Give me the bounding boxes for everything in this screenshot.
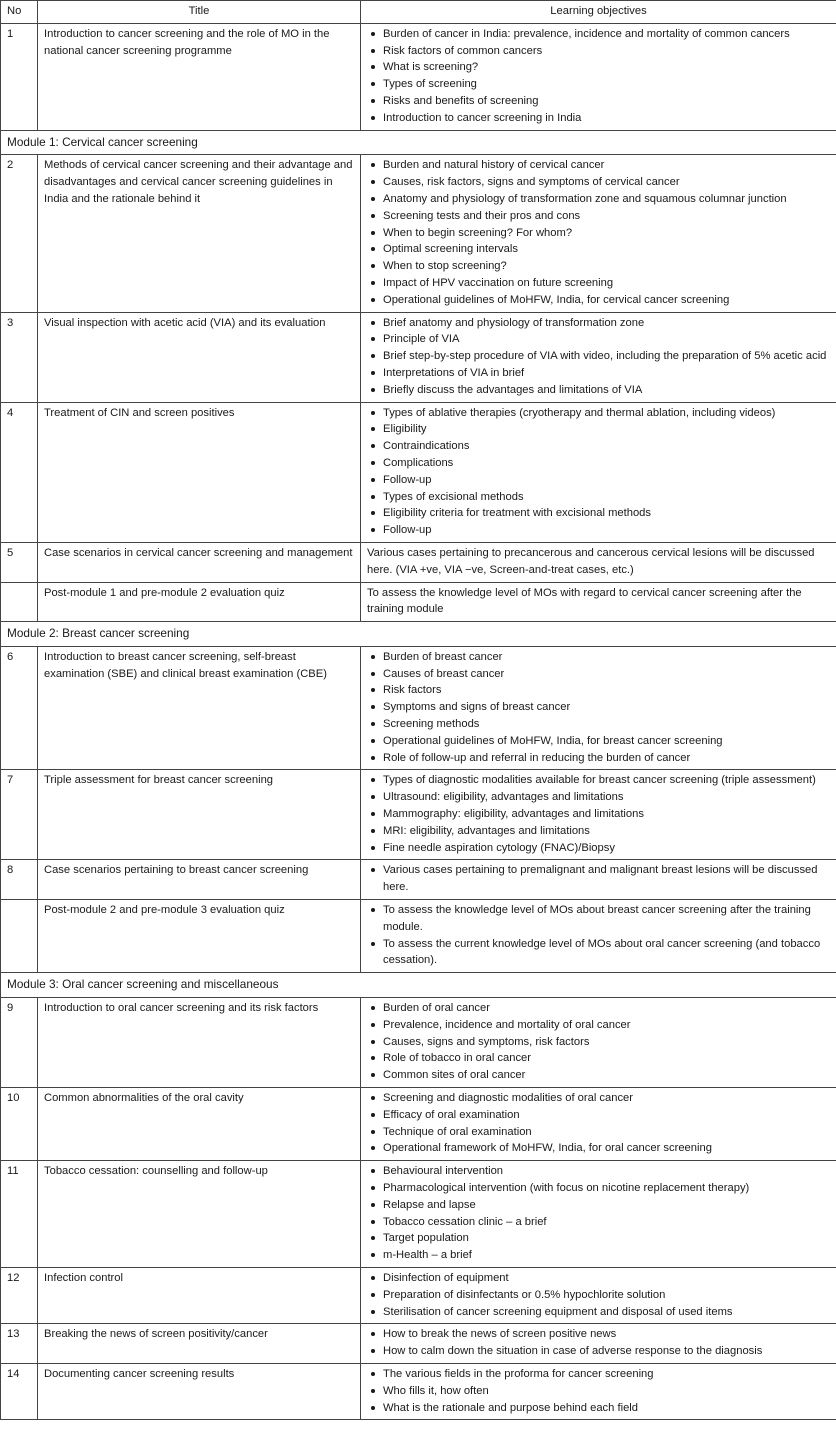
objective-item: Efficacy of oral examination bbox=[383, 1107, 830, 1124]
session-title: Introduction to breast cancer screening, self-breast examination (SBE) and clinical breast examination (CBE) bbox=[38, 646, 361, 770]
module-header-row bbox=[1, 973, 836, 998]
objective-item: Screening tests and their pros and cons bbox=[383, 208, 830, 225]
learning-objectives-cell: Various cases pertaining to precancerous and cancerous cervical lesions will be discussed here. (VIA +ve, VIA −ve, Screen-and-treat cases, etc.) bbox=[361, 542, 836, 582]
session-title: Post-module 1 and pre-module 2 evaluation quiz bbox=[38, 582, 361, 622]
learning-objectives-cell bbox=[361, 770, 836, 860]
objective-item: Burden and natural history of cervical cancer bbox=[383, 157, 830, 174]
session-title: Breaking the news of screen positivity/cancer bbox=[38, 1324, 361, 1364]
objective-item: Briefly discuss the advantages and limitations of VIA bbox=[383, 382, 830, 399]
objective-item: Introduction to cancer screening in India bbox=[383, 110, 830, 127]
module-header-row bbox=[1, 622, 836, 647]
objective-item: Burden of breast cancer bbox=[383, 649, 830, 666]
objectives-list bbox=[367, 1366, 830, 1416]
objective-item: Fine needle aspiration cytology (FNAC)/Biopsy bbox=[383, 840, 830, 857]
objectives-list bbox=[367, 649, 830, 767]
objective-item: Risk factors bbox=[383, 682, 830, 699]
session-number: 4 bbox=[1, 402, 38, 542]
table-row bbox=[1, 542, 836, 582]
objective-item: Causes of breast cancer bbox=[383, 666, 830, 683]
header-objectives: Learning objectives bbox=[361, 1, 836, 24]
objective-item: Technique of oral examination bbox=[383, 1124, 830, 1141]
table-row bbox=[1, 770, 836, 860]
objectives-list bbox=[367, 26, 830, 127]
learning-objectives-cell bbox=[361, 900, 836, 973]
session-number: 8 bbox=[1, 860, 38, 900]
table-row bbox=[1, 1324, 836, 1364]
header-title: Title bbox=[38, 1, 361, 24]
table-row bbox=[1, 155, 836, 312]
learning-objectives-cell bbox=[361, 402, 836, 542]
objective-item: Common sites of oral cancer bbox=[383, 1067, 830, 1084]
objective-item: Operational guidelines of MoHFW, India, for breast cancer screening bbox=[383, 733, 830, 750]
objectives-list bbox=[367, 157, 830, 308]
objective-item: When to stop screening? bbox=[383, 258, 830, 275]
session-number: 13 bbox=[1, 1324, 38, 1364]
objective-item: Impact of HPV vaccination on future screening bbox=[383, 275, 830, 292]
table-row bbox=[1, 900, 836, 973]
objective-item: m-Health – a brief bbox=[383, 1247, 830, 1264]
objective-item: Types of ablative therapies (cryotherapy and thermal ablation, including videos) bbox=[383, 405, 830, 422]
session-title: Case scenarios in cervical cancer screening and management bbox=[38, 542, 361, 582]
objective-item: Causes, risk factors, signs and symptoms of cervical cancer bbox=[383, 174, 830, 191]
objective-item: Preparation of disinfectants or 0.5% hypochlorite solution bbox=[383, 1287, 830, 1304]
objective-item: Role of follow-up and referral in reducing the burden of cancer bbox=[383, 750, 830, 767]
objective-item: Sterilisation of cancer screening equipment and disposal of used items bbox=[383, 1304, 830, 1321]
learning-objectives-cell bbox=[361, 155, 836, 312]
objective-item: Types of screening bbox=[383, 76, 830, 93]
table-row bbox=[1, 1363, 836, 1419]
learning-objectives-cell bbox=[361, 312, 836, 402]
objective-item: Operational guidelines of MoHFW, India, for cervical cancer screening bbox=[383, 292, 830, 309]
session-number: 1 bbox=[1, 23, 38, 130]
session-title: Triple assessment for breast cancer screening bbox=[38, 770, 361, 860]
table-row bbox=[1, 402, 836, 542]
objectives-list bbox=[367, 1090, 830, 1157]
session-title: Case scenarios pertaining to breast cancer screening bbox=[38, 860, 361, 900]
learning-objectives-cell bbox=[361, 646, 836, 770]
objective-item: Principle of VIA bbox=[383, 331, 830, 348]
objective-item: Brief anatomy and physiology of transformation zone bbox=[383, 315, 830, 332]
table-row bbox=[1, 1161, 836, 1268]
table-row bbox=[1, 312, 836, 402]
header-row bbox=[1, 1, 836, 24]
objective-item: Follow-up bbox=[383, 472, 830, 489]
objective-item: Screening methods bbox=[383, 716, 830, 733]
module-title: Module 3: Oral cancer screening and miscellaneous bbox=[1, 973, 836, 998]
objective-item: Various cases pertaining to premalignant and malignant breast lesions will be discussed here. bbox=[383, 862, 830, 896]
table-row bbox=[1, 23, 836, 130]
objectives-list bbox=[367, 405, 830, 539]
session-title: Visual inspection with acetic acid (VIA) and its evaluation bbox=[38, 312, 361, 402]
objective-item: Contraindications bbox=[383, 438, 830, 455]
objective-item: Ultrasound: eligibility, advantages and limitations bbox=[383, 789, 830, 806]
objectives-list bbox=[367, 1000, 830, 1084]
objective-item: To assess the current knowledge level of MOs about oral cancer screening (and tobacco cessation). bbox=[383, 936, 830, 970]
session-number: 3 bbox=[1, 312, 38, 402]
objective-item: When to begin screening? For whom? bbox=[383, 225, 830, 242]
objective-item: Pharmacological intervention (with focus on nicotine replacement therapy) bbox=[383, 1180, 830, 1197]
objective-item: Interpretations of VIA in brief bbox=[383, 365, 830, 382]
session-number: 10 bbox=[1, 1088, 38, 1161]
learning-objectives-cell bbox=[361, 1088, 836, 1161]
objective-item: Target population bbox=[383, 1230, 830, 1247]
header-no: No bbox=[1, 1, 38, 24]
session-number bbox=[1, 900, 38, 973]
objective-item: Screening and diagnostic modalities of oral cancer bbox=[383, 1090, 830, 1107]
table-body bbox=[1, 23, 836, 1420]
objective-item: The various fields in the proforma for cancer screening bbox=[383, 1366, 830, 1383]
objective-item: Burden of cancer in India: prevalence, incidence and mortality of common cancers bbox=[383, 26, 830, 43]
table-row bbox=[1, 860, 836, 900]
objective-item: Risks and benefits of screening bbox=[383, 93, 830, 110]
objective-item: What is the rationale and purpose behind each field bbox=[383, 1400, 830, 1417]
objective-item: Brief step-by-step procedure of VIA with video, including the preparation of 5% acetic acid bbox=[383, 348, 830, 365]
learning-objectives-cell bbox=[361, 1324, 836, 1364]
session-title: Introduction to cancer screening and the role of MO in the national cancer screening programme bbox=[38, 23, 361, 130]
session-number: 14 bbox=[1, 1363, 38, 1419]
objective-item: Disinfection of equipment bbox=[383, 1270, 830, 1287]
objective-item: Burden of oral cancer bbox=[383, 1000, 830, 1017]
session-number: 7 bbox=[1, 770, 38, 860]
session-title: Post-module 2 and pre-module 3 evaluation quiz bbox=[38, 900, 361, 973]
objective-item: Eligibility bbox=[383, 421, 830, 438]
objective-item: Prevalence, incidence and mortality of oral cancer bbox=[383, 1017, 830, 1034]
objective-item: MRI: eligibility, advantages and limitations bbox=[383, 823, 830, 840]
objective-item: Optimal screening intervals bbox=[383, 241, 830, 258]
session-title: Tobacco cessation: counselling and follow-up bbox=[38, 1161, 361, 1268]
table-row bbox=[1, 1267, 836, 1323]
learning-objectives-cell bbox=[361, 1267, 836, 1323]
learning-objectives-cell bbox=[361, 23, 836, 130]
objective-item: Role of tobacco in oral cancer bbox=[383, 1050, 830, 1067]
objective-item: Types of diagnostic modalities available for breast cancer screening (triple assessment) bbox=[383, 772, 830, 789]
objective-item: Operational framework of MoHFW, India, for oral cancer screening bbox=[383, 1140, 830, 1157]
learning-objectives-cell bbox=[361, 1363, 836, 1419]
objectives-list bbox=[367, 902, 830, 969]
objective-item: Who fills it, how often bbox=[383, 1383, 830, 1400]
objective-item: Eligibility criteria for treatment with excisional methods bbox=[383, 505, 830, 522]
session-title: Infection control bbox=[38, 1267, 361, 1323]
learning-objectives-cell bbox=[361, 1161, 836, 1268]
objective-item: Relapse and lapse bbox=[383, 1197, 830, 1214]
objectives-list bbox=[367, 862, 830, 896]
objective-item: Symptoms and signs of breast cancer bbox=[383, 699, 830, 716]
objective-item: What is screening? bbox=[383, 59, 830, 76]
table-row bbox=[1, 646, 836, 770]
session-title: Treatment of CIN and screen positives bbox=[38, 402, 361, 542]
session-number: 12 bbox=[1, 1267, 38, 1323]
learning-objectives-cell bbox=[361, 860, 836, 900]
objective-item: Mammography: eligibility, advantages and limitations bbox=[383, 806, 830, 823]
objectives-list bbox=[367, 1163, 830, 1264]
session-title: Methods of cervical cancer screening and their advantage and disadvantages and cervical cancer screening guidelines in India and the rationale behind it bbox=[38, 155, 361, 312]
module-header-row bbox=[1, 130, 836, 155]
objectives-list bbox=[367, 1270, 830, 1320]
objective-item: Follow-up bbox=[383, 522, 830, 539]
objectives-list bbox=[367, 315, 830, 399]
learning-objectives-cell: To assess the knowledge level of MOs with regard to cervical cancer screening after the training module bbox=[361, 582, 836, 622]
session-number: 9 bbox=[1, 998, 38, 1088]
objective-item: Anatomy and physiology of transformation zone and squamous columnar junction bbox=[383, 191, 830, 208]
session-number: 11 bbox=[1, 1161, 38, 1268]
session-title: Common abnormalities of the oral cavity bbox=[38, 1088, 361, 1161]
objective-item: Risk factors of common cancers bbox=[383, 43, 830, 60]
learning-objectives-cell bbox=[361, 998, 836, 1088]
module-title: Module 2: Breast cancer screening bbox=[1, 622, 836, 647]
module-title: Module 1: Cervical cancer screening bbox=[1, 130, 836, 155]
session-number bbox=[1, 582, 38, 622]
objective-item: How to calm down the situation in case of adverse response to the diagnosis bbox=[383, 1343, 830, 1360]
session-title: Documenting cancer screening results bbox=[38, 1363, 361, 1419]
objectives-list bbox=[367, 772, 830, 856]
objective-item: To assess the knowledge level of MOs about breast cancer screening after the training module. bbox=[383, 902, 830, 936]
session-title: Introduction to oral cancer screening and its risk factors bbox=[38, 998, 361, 1088]
objective-item: Tobacco cessation clinic – a brief bbox=[383, 1214, 830, 1231]
objective-item: Complications bbox=[383, 455, 830, 472]
session-number: 6 bbox=[1, 646, 38, 770]
objective-item: Behavioural intervention bbox=[383, 1163, 830, 1180]
session-number: 5 bbox=[1, 542, 38, 582]
table-row bbox=[1, 1088, 836, 1161]
objectives-list bbox=[367, 1326, 830, 1360]
table-row bbox=[1, 582, 836, 622]
objective-item: Causes, signs and symptoms, risk factors bbox=[383, 1034, 830, 1051]
session-number: 2 bbox=[1, 155, 38, 312]
table-row bbox=[1, 998, 836, 1088]
objective-item: Types of excisional methods bbox=[383, 489, 830, 506]
objective-item: How to break the news of screen positive news bbox=[383, 1326, 830, 1343]
